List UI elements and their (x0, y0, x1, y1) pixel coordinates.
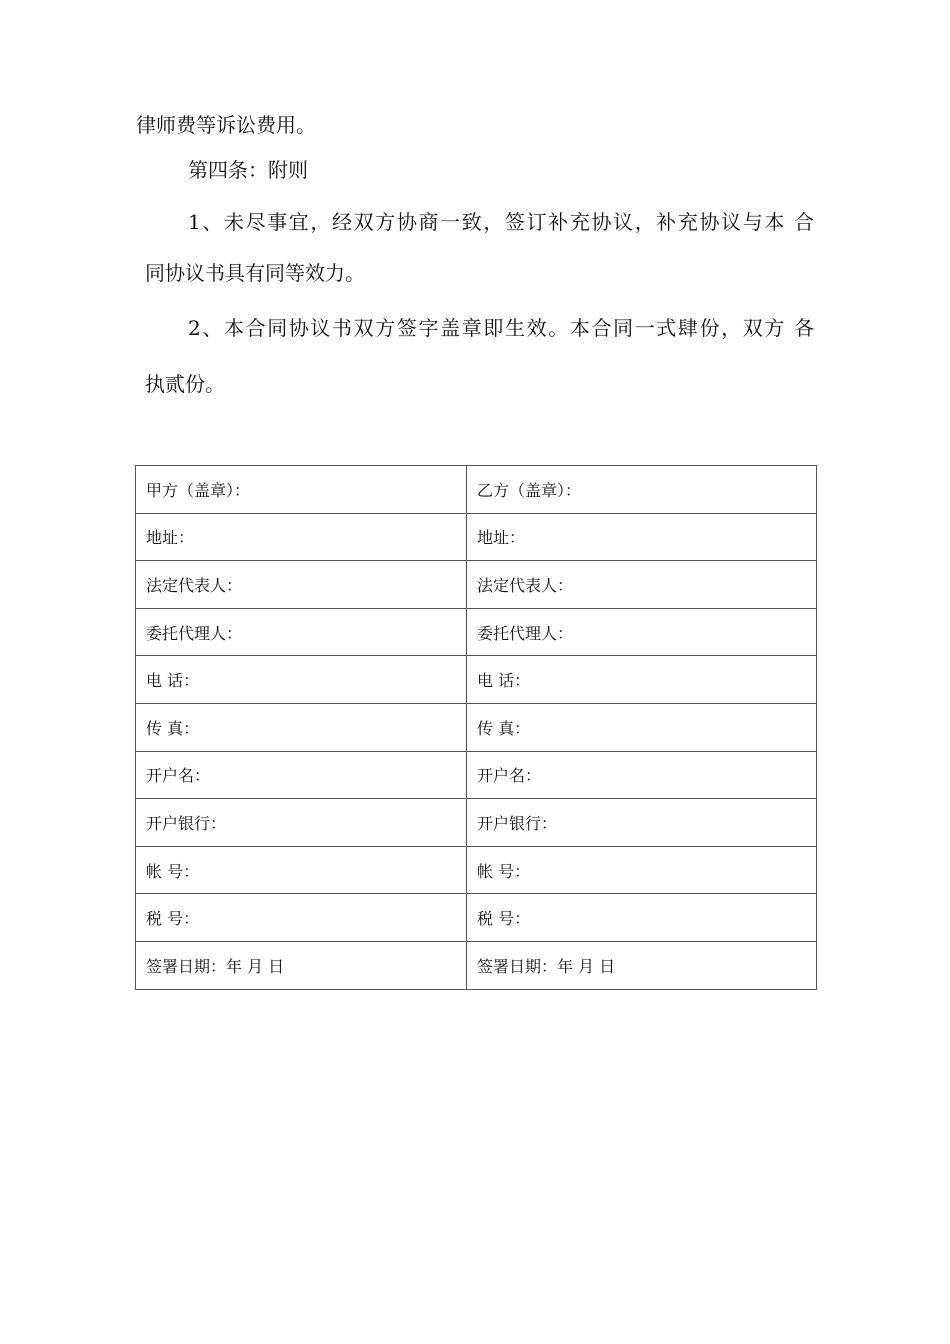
party-b-agent-cell: 委托代理人： (467, 608, 817, 656)
party-a-seal-cell: 甲方（盖章）： (136, 466, 467, 514)
table-row (136, 894, 817, 942)
party-a-phone-cell: 电 话： (136, 656, 467, 704)
table-row (136, 703, 817, 751)
table-row (136, 799, 817, 847)
party-b-address-cell: 地址： (467, 513, 817, 561)
party-a-account-number-cell: 帐 号： (136, 846, 467, 894)
table-row (136, 513, 817, 561)
table-row (136, 466, 817, 514)
table-row (136, 608, 817, 656)
party-a-fax-cell: 传 真： (136, 703, 467, 751)
table-row (136, 656, 817, 704)
paragraph-text: 1、未尽事宜，经双方协商一致，签订补充协议，补充协议与本 合 (188, 210, 814, 234)
paragraph-text: 律师费等诉讼费用。 (136, 113, 316, 137)
party-b-account-name-cell: 开户名： (467, 751, 817, 799)
party-a-bank-cell: 开户银行： (136, 799, 467, 847)
table-row (136, 846, 817, 894)
paragraph-text: 2、本合同协议书双方签字盖章即生效。本合同一式肆份，双方 各 (188, 316, 814, 340)
signature-table (135, 465, 817, 990)
party-b-account-number-cell: 帐 号： (467, 846, 817, 894)
party-a-sign-date-cell: 签署日期：年 月 日 (136, 941, 467, 989)
party-b-bank-cell: 开户银行： (467, 799, 817, 847)
party-b-fax-cell: 传 真： (467, 703, 817, 751)
party-a-account-name-cell: 开户名： (136, 751, 467, 799)
party-b-phone-cell: 电 话： (467, 656, 817, 704)
party-b-sign-date-cell: 签署日期：年 月 日 (467, 941, 817, 989)
paragraph-text: 同协议书具有同等效力。 (145, 261, 365, 285)
table-row (136, 561, 817, 609)
party-a-tax-number-cell: 税 号： (136, 894, 467, 942)
party-a-legal-rep-cell: 法定代表人： (136, 561, 467, 609)
table-row (136, 751, 817, 799)
party-b-seal-cell: 乙方（盖章）： (467, 466, 817, 514)
table-row (136, 941, 817, 989)
party-a-address-cell: 地址： (136, 513, 467, 561)
party-b-tax-number-cell: 税 号： (467, 894, 817, 942)
party-a-agent-cell: 委托代理人： (136, 608, 467, 656)
article-heading: 第四条：附则 (188, 158, 308, 182)
paragraph-text: 执贰份。 (145, 372, 225, 396)
party-b-legal-rep-cell: 法定代表人： (467, 561, 817, 609)
